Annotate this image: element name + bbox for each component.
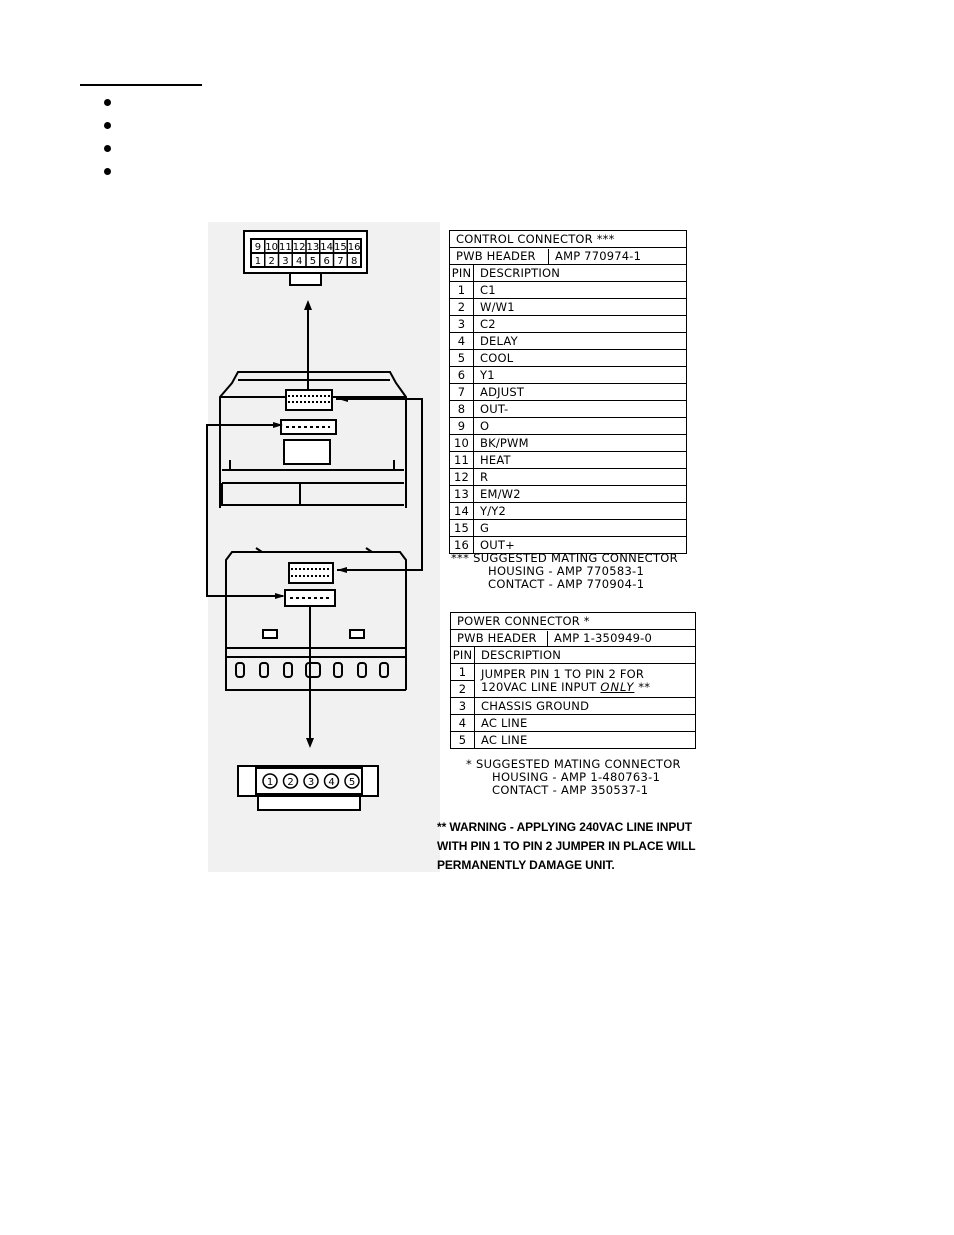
control-desc-cell: C2 — [474, 316, 687, 333]
control-row — [450, 435, 687, 452]
control-desc-cell: R — [474, 469, 687, 486]
control-plug-pin-number: 8 — [350, 256, 358, 267]
control-connector-title: CONTROL CONNECTOR *** — [450, 231, 687, 248]
power-plug-pin-number: 1 — [266, 777, 274, 788]
power-pin-cell: 5 — [451, 732, 475, 749]
control-connector-table — [449, 230, 687, 554]
control-desc-cell: COOL — [474, 350, 687, 367]
control-row — [450, 333, 687, 350]
upper-power-header — [281, 420, 336, 434]
power-connector-title: POWER CONNECTOR * — [451, 613, 696, 630]
control-desc-cell: BK/PWM — [474, 435, 687, 452]
power-pin-cell: 1 — [451, 664, 475, 681]
control-row — [450, 316, 687, 333]
control-row — [450, 350, 687, 367]
warning-line2: WITH PIN 1 TO PIN 2 JUMPER IN PLACE WILL — [437, 839, 696, 853]
control-plug-pin-number: 5 — [309, 256, 317, 267]
power-note-line1: * SUGGESTED MATING CONNECTOR — [466, 757, 681, 771]
control-pin-cell: 12 — [450, 469, 474, 486]
control-plug-pin-number: 6 — [323, 256, 330, 267]
control-plug-pin-number: 13 — [306, 242, 320, 253]
control-plug-pin-number: 11 — [279, 242, 292, 253]
power-plug-pin-number: 2 — [287, 777, 294, 788]
warning-text — [437, 818, 695, 875]
control-note-line3: CONTACT - AMP 770904-1 — [488, 577, 645, 591]
warning-line3: PERMANENTLY DAMAGE UNIT. — [437, 858, 615, 872]
control-pin-cell: 6 — [450, 367, 474, 384]
control-pin-cell: 3 — [450, 316, 474, 333]
control-plug-pin-number: 15 — [334, 242, 347, 253]
control-plug-pin-number: 3 — [282, 256, 289, 267]
control-note — [451, 552, 678, 591]
control-pin-cell: 10 — [450, 435, 474, 452]
control-pin-cell: 9 — [450, 418, 474, 435]
control-desc-cell: Y/Y2 — [474, 503, 687, 520]
control-row — [450, 384, 687, 401]
power-desc-cell: CHASSIS GROUND — [475, 698, 696, 715]
control-row — [450, 282, 687, 299]
control-plug-pin-number: 2 — [268, 256, 275, 267]
control-col-pin: PIN — [450, 265, 474, 282]
control-desc-cell: Y1 — [474, 367, 687, 384]
control-pin-cell: 13 — [450, 486, 474, 503]
power-jumper-stars: ** — [638, 679, 651, 694]
control-header-left: PWB HEADER — [450, 249, 549, 264]
control-pin-cell: 4 — [450, 333, 474, 350]
control-col-description: DESCRIPTION — [474, 265, 687, 282]
control-row — [450, 469, 687, 486]
control-row — [450, 503, 687, 520]
power-pin-cell: 2 — [451, 681, 475, 698]
warning-line1: ** WARNING - APPLYING 240VAC LINE INPUT — [437, 820, 693, 834]
power-pin-cell: 4 — [451, 715, 475, 732]
lower-control-header — [289, 563, 333, 583]
power-plug-pin-number: 5 — [348, 777, 356, 788]
control-rows — [450, 282, 687, 554]
power-header-right: AMP 1-350949-0 — [554, 630, 653, 645]
power-desc-cell: AC LINE — [475, 715, 696, 732]
control-row — [450, 520, 687, 537]
control-row — [450, 401, 687, 418]
control-plug-pin-number: 16 — [347, 242, 361, 253]
control-plug-pin-number: 10 — [265, 242, 278, 253]
control-desc-cell: EM/W2 — [474, 486, 687, 503]
power-note-line3: CONTACT - AMP 350537-1 — [492, 783, 649, 797]
control-desc-cell: C1 — [474, 282, 687, 299]
control-header-right: AMP 770974-1 — [555, 248, 642, 263]
power-connector-table — [450, 612, 696, 749]
control-pin-cell: 16 — [450, 537, 474, 554]
power-plug-pin-number: 4 — [328, 777, 335, 788]
power-note — [466, 758, 681, 797]
control-desc-cell: G — [474, 520, 687, 537]
power-header-left: PWB HEADER — [451, 631, 548, 646]
control-row — [450, 418, 687, 435]
control-row — [450, 367, 687, 384]
control-desc-cell: O — [474, 418, 687, 435]
control-desc-cell: HEAT — [474, 452, 687, 469]
upper-control-header — [286, 390, 332, 410]
power-jumper-line2: 120VAC LINE INPUT — [481, 679, 597, 694]
control-plug-pin-number: 1 — [254, 256, 262, 267]
control-plug-pin-number: 4 — [295, 256, 303, 267]
power-note-line2: HOUSING - AMP 1-480763-1 — [492, 770, 661, 784]
control-desc-cell: ADJUST — [474, 384, 687, 401]
control-pin-cell: 14 — [450, 503, 474, 520]
control-desc-cell: W/W1 — [474, 299, 687, 316]
control-desc-cell: OUT+ — [474, 537, 687, 554]
control-row — [450, 299, 687, 316]
power-pin-cell: 3 — [451, 698, 475, 715]
control-plug-pin-number: 14 — [320, 242, 333, 253]
control-pin-cell: 5 — [450, 350, 474, 367]
power-jumper-only: ONLY — [600, 679, 635, 694]
power-col-description: DESCRIPTION — [475, 647, 696, 664]
control-pin-cell: 2 — [450, 299, 474, 316]
control-row — [450, 486, 687, 503]
control-plug-pin-number: 7 — [337, 256, 344, 267]
power-jumper-note — [475, 664, 696, 698]
power-desc-cell: AC LINE — [475, 732, 696, 749]
lower-power-header — [285, 590, 335, 606]
power-col-pin: PIN — [451, 647, 475, 664]
control-pin-cell: 11 — [450, 452, 474, 469]
control-pin-cell: 1 — [450, 282, 474, 299]
power-jumper-line1: JUMPER PIN 1 TO PIN 2 FOR — [481, 666, 645, 681]
control-pin-cell: 8 — [450, 401, 474, 418]
control-pin-cell: 7 — [450, 384, 474, 401]
control-desc-cell: DELAY — [474, 333, 687, 350]
control-row — [450, 452, 687, 469]
control-desc-cell: OUT- — [474, 401, 687, 418]
control-note-line2: HOUSING - AMP 770583-1 — [488, 564, 645, 578]
control-note-line1: *** SUGGESTED MATING CONNECTOR — [451, 551, 678, 565]
power-plug-pin-number: 3 — [307, 777, 315, 788]
control-plug-pin-number: 12 — [292, 242, 306, 253]
control-pin-cell: 15 — [450, 520, 474, 537]
control-plug-pin-number: 9 — [254, 242, 262, 253]
